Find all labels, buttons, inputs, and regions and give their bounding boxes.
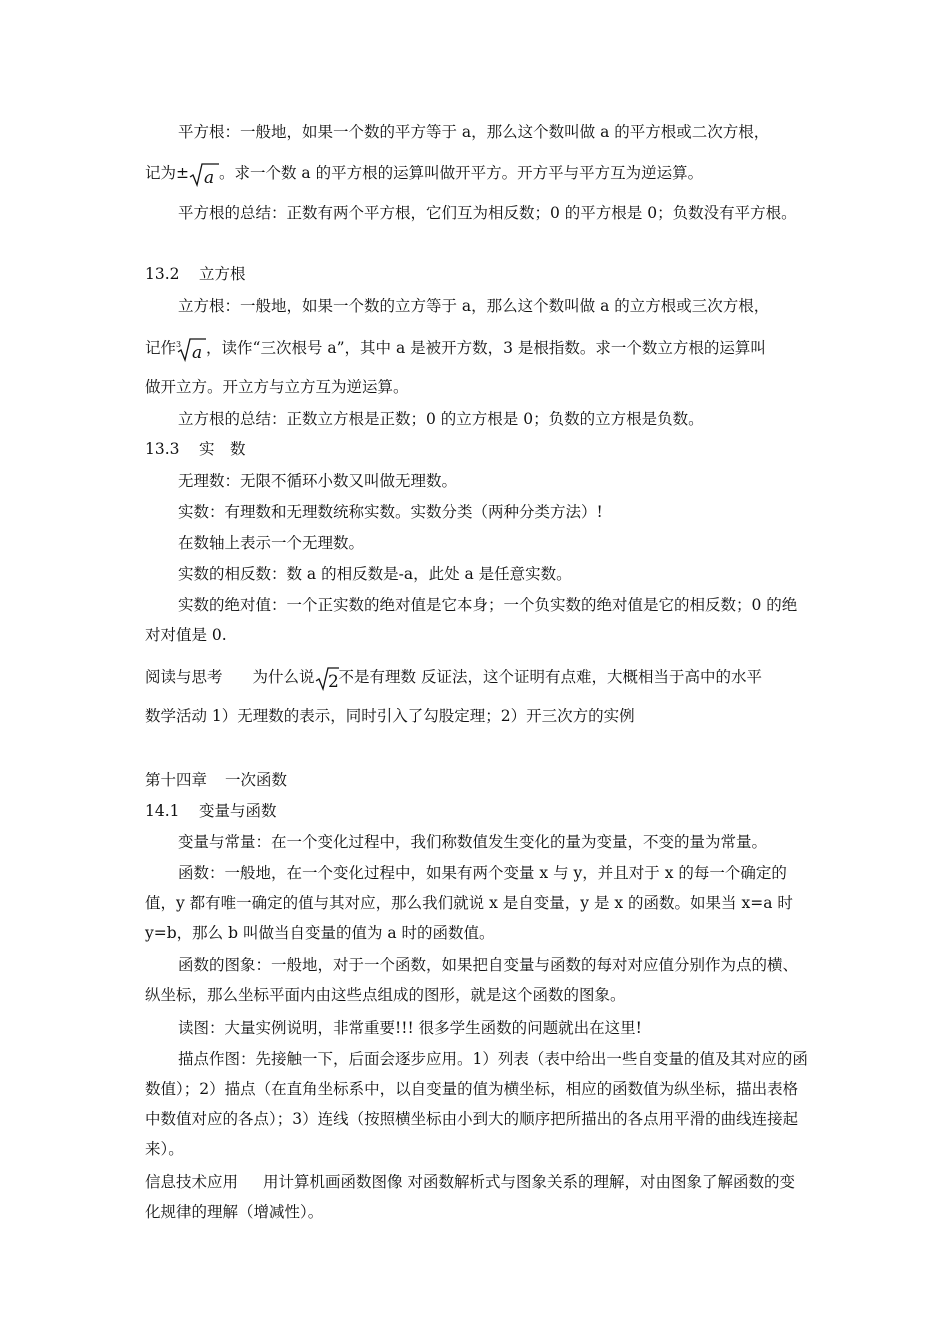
section-title: 变量与函数 [199, 802, 277, 820]
radicand-a: a [192, 343, 203, 363]
cbrt-notation-prefix: 记作 [145, 339, 177, 357]
sqrt-definition-line1: 平方根：一般地，如果一个数的平方等于 a，那么这个数叫做 a 的平方根或二次方根， [178, 123, 770, 141]
square-root-symbol [315, 663, 339, 693]
reading-graphs-note: 读图：大量实例说明，非常重要!!! 很多学生函数的问题就出在这里! [178, 1019, 642, 1037]
cbrt-notation-suffix: ，读作“三次根号 a”，其中 a 是被开方数，3 是根指数。求一个数立方根的运算叫 [206, 339, 766, 357]
chapter-label: 第十四章 [145, 771, 208, 789]
section-number: 13.2 [145, 265, 180, 283]
function-graph-definition: 函数的图象：一般地，对于一个函数，如果把自变量与函数的每对对应值分别作为点的横、纵坐标，那么坐标平面内由这些点组成的图形，就是这个函数的图象。 [145, 956, 799, 1004]
chapter-title: 一次函数 [225, 771, 288, 789]
cbrt-definition-line2 [145, 333, 810, 364]
section-title: 立方根 [199, 265, 246, 283]
plotting-steps: 描点作图：先接触一下，后面会逐步应用。1）列表（表中给出一些自变量的值及其对应的函数值）；2）描点（在直角坐标系中，以自变量的值为横坐标，相应的函数值为纵坐标，描出表格中数值对应的各点）；3）连线（按照横坐标由小到大的顺序把所描出的各点用平滑的曲线连接起来）。 [145, 1050, 808, 1158]
cube-root-symbol [176, 334, 206, 364]
sqrt-notation-prefix: 记为± [145, 164, 189, 182]
reading-prefix: 为什么说 [252, 668, 315, 686]
cbrt-definition-line3: 做开立方。开立方与立方互为逆运算。 [145, 378, 409, 396]
real-opposite: 实数的相反数：数 a 的相反数是-a，此处 a 是任意实数。 [178, 565, 572, 583]
sqrt-summary: 平方根的总结：正数有两个平方根，它们互为相反数；0 的平方根是 0；负数没有平方根。 [178, 204, 797, 222]
it-application [145, 1167, 810, 1227]
it-label: 信息技术应用 [145, 1173, 239, 1191]
reading-thinking-line1 [145, 662, 810, 693]
variable-constant: 变量与常量：在一个变化过程中，我们称数值发生变化的量为变量，不变的量为常量。 [178, 833, 768, 851]
cbrt-summary: 立方根的总结：正数立方根是正数；0 的立方根是 0；负数的立方根是负数。 [178, 410, 704, 428]
cbrt-definition-line1: 立方根：一般地，如果一个数的立方等于 a，那么这个数叫做 a 的立方根或三次方根， [178, 297, 770, 315]
reading-label: 阅读与思考 [145, 668, 223, 686]
real-absolute-value: 实数的绝对值：一个正实数的绝对值是它本身；一个负实数的绝对值是它的相反数；0 的绝对对值是 0. [145, 596, 798, 644]
section-number: 13.3 [145, 440, 180, 458]
radicand-a: a [204, 168, 215, 188]
reading-suffix: 不是有理数 反证法，这个证明有点难，大概相当于高中的水平 [338, 668, 762, 686]
section-heading-14-1 [145, 796, 277, 826]
square-root-symbol [189, 159, 219, 189]
math-activity-line: 数学活动 1）无理数的表示，同时引入了勾股定理；2）开三次方的实例 [145, 707, 635, 725]
radicand-2: 2 [327, 672, 339, 692]
chapter-heading-14 [145, 765, 287, 795]
it-text: 用计算机画函数图像 对函数解析式与图象关系的理解，对由图象了解函数的变化规律的理解（增减性）。 [145, 1173, 795, 1221]
section-title: 实 数 [199, 440, 246, 458]
svg-text:3: 3 [176, 340, 182, 349]
irrational-definition: 无理数：无限不循环小数又叫做无理数。 [178, 472, 458, 490]
sqrt-definition-line2 [145, 158, 810, 189]
function-definition: 函数：一般地，在一个变化过程中，如果有两个变量 x 与 y，并且对于 x 的每一个确定的值，y 都有唯一确定的值与其对应，那么我们就说 x 是自变量，y 是 x 的函数。如果当 x=a 时 y=b，那么 b 叫做当自变量的值为 a 时的函数值。 [145, 864, 793, 942]
sqrt-notation-suffix: 。求一个数 a 的平方根的运算叫做开平方。开方平与平方互为逆运算。 [219, 164, 704, 182]
section-heading-13-3 [145, 434, 246, 464]
real-number-definition: 实数：有理数和无理数统称实数。实数分类（两种分类方法）! [178, 503, 603, 521]
section-number: 14.1 [145, 802, 180, 820]
number-line-note: 在数轴上表示一个无理数。 [178, 534, 365, 552]
section-heading-13-2 [145, 259, 246, 289]
